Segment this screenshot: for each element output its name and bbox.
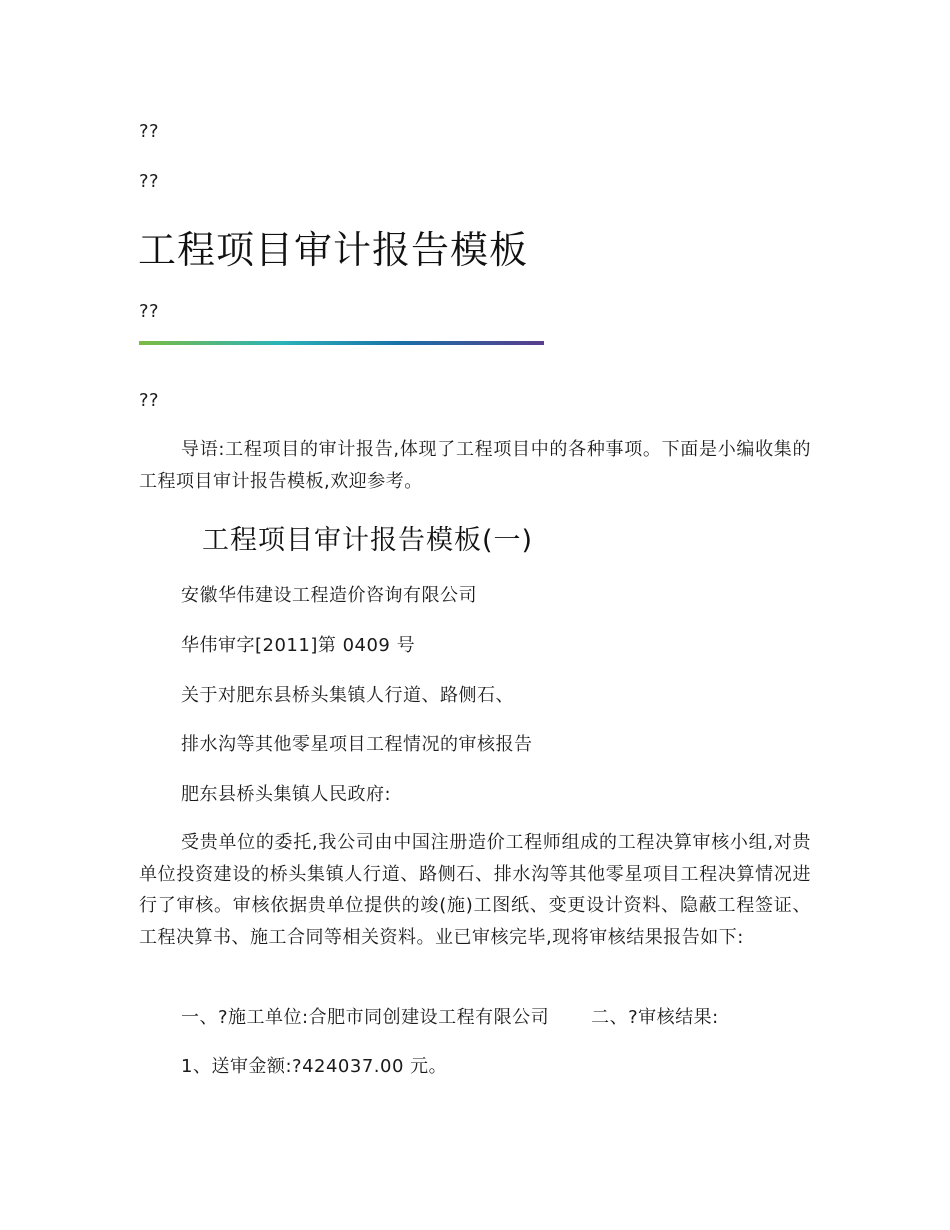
submitted-amount-item: 1、送审金额:?424037.00 元。 <box>181 1056 448 1077</box>
section-heading: 工程项目审计报告模板(一) <box>202 525 534 556</box>
placeholder-marker: ?? <box>139 301 160 322</box>
gradient-divider <box>139 341 544 345</box>
contractor-item: 一、?施工单位:合肥市同创建设工程有限公司 <box>181 1007 550 1028</box>
intro-paragraph: 导语:工程项目的审计报告,体现了工程项目中的各种事项。下面是小编收集的工程项目审计报告模板,欢迎参考。 <box>139 439 811 492</box>
subject-line: 排水沟等其他零星项目工程情况的审核报告 <box>181 734 533 755</box>
placeholder-marker: ?? <box>139 121 160 142</box>
audit-result-item: 二、?审核结果: <box>591 1007 719 1028</box>
document-number: 华伟审字[2011]第 0409 号 <box>181 635 416 656</box>
company-name: 安徽华伟建设工程造价咨询有限公司 <box>181 585 477 606</box>
result-items-row <box>181 1006 719 1030</box>
placeholder-marker: ?? <box>139 390 160 411</box>
placeholder-marker: ?? <box>139 171 160 192</box>
document-title: 工程项目审计报告模板 <box>138 228 529 272</box>
body-paragraph: 受贵单位的委托,我公司由中国注册造价工程师组成的工程决算审核小组,对贵单位投资建设的桥头集镇人行道、路侧石、排水沟等其他零星项目工程决算情况进行了审核。审核依据贵单位提供的竣(施)工图纸、变更设计资料、隐蔽工程签证、工程决算书、施工合同等相关资料。业已审核完毕,现将审核结果报告如下: <box>139 832 811 948</box>
addressee: 肥东县桥头集镇人民政府: <box>181 784 392 805</box>
subject-line: 关于对肥东县桥头集镇人行道、路侧石、 <box>181 685 514 706</box>
